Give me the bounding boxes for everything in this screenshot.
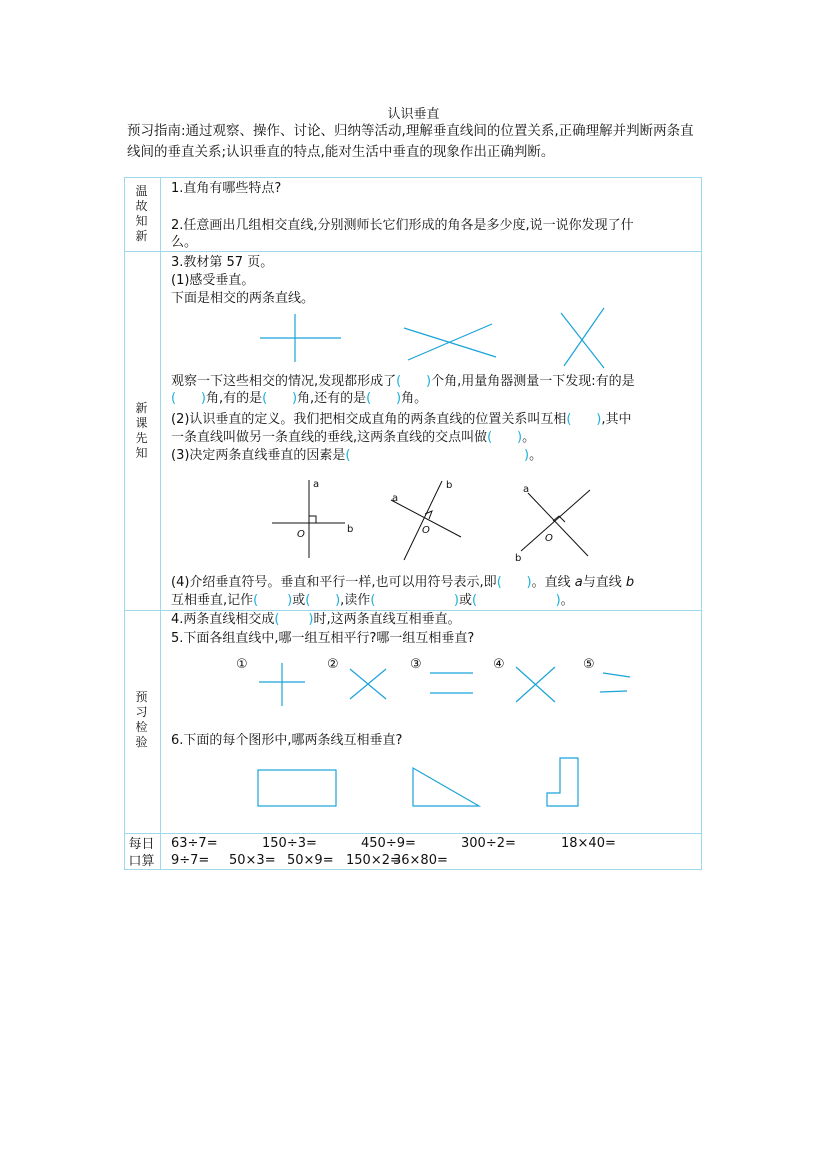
oral-item: 150÷3=	[262, 836, 317, 851]
oral-item: 18×40=	[561, 836, 616, 851]
factor-line: (3)决定两条直线垂直的因素是( )。	[171, 448, 543, 463]
fig2-label-o: O	[422, 525, 430, 536]
oral-item: 150×2=	[346, 853, 401, 868]
section-check-label: 预习检验	[135, 690, 148, 749]
fig1-label-b: b	[347, 524, 354, 535]
option-1-number: ①	[236, 657, 248, 672]
oral-row-1	[171, 836, 616, 852]
oral-row-2	[171, 853, 448, 869]
check-question-5: 5.下面各组直线中,哪一组互相平行?哪一组互相垂直?	[171, 631, 475, 646]
definition-line-1: (2)认识垂直的定义。我们把相交成直角的两条直线的位置关系叫互相( ),其中	[171, 412, 632, 427]
fig2-label-a: a	[392, 493, 399, 504]
review-question-2: 2.任意画出几组相交直线,分别测师长它们形成的角各是多少度,说一说你发现了什	[171, 218, 634, 233]
new-line-2: (1)感受垂直。	[171, 273, 255, 288]
fig3-label-b: b	[515, 553, 522, 564]
check-question-4: 4.两条直线相交成( )时,这两条直线互相垂直。	[171, 612, 461, 627]
section-new-label: 新课先知	[135, 401, 148, 460]
fig1-label-a: a	[313, 479, 320, 490]
l-shape	[547, 758, 578, 806]
review-question-2-cont: 么。	[171, 235, 198, 250]
definition-line-2: 一条直线叫做另一条直线的垂线,这两条直线的交点叫做( )。	[171, 430, 536, 445]
section-review-label: 温故知新	[135, 184, 148, 243]
option-3-number: ③	[410, 657, 422, 672]
oral-item: 50×3=	[229, 853, 276, 868]
option-4-number: ④	[493, 657, 505, 672]
option-2-number: ②	[327, 657, 339, 672]
oral-item: 50×9=	[287, 853, 334, 868]
observe-line-2: ( )角,有的是( )角,还有的是( )角。	[171, 391, 428, 406]
oral-item: 9÷7=	[171, 853, 210, 868]
check-question-6: 6.下面的每个图形中,哪两条线互相垂直?	[171, 733, 403, 748]
preview-guide: 预习指南:通过观察、操作、讨论、归纳等活动,理解垂直线间的位置关系,正确理解并判断两条直线间的垂直关系;认识垂直的特点,能对生活中垂直的现象作出正确判断。	[127, 123, 694, 160]
oral-item: 300÷2=	[461, 836, 516, 851]
symbol-line-2: 互相垂直,记作( )或( ),读作( )或( )。	[171, 593, 574, 608]
section-oral-label: 每日口算	[128, 837, 155, 869]
oral-item: 36×80=	[393, 853, 448, 868]
page-title: 认识垂直	[387, 107, 440, 122]
fig3-label-a: a	[523, 484, 530, 495]
oral-item: 450÷9=	[361, 836, 416, 851]
fig1-label-o: O	[297, 529, 305, 540]
oral-item: 63÷7=	[171, 836, 218, 851]
fig3-label-o: O	[545, 533, 553, 544]
review-question-1: 1.直角有哪些特点?	[171, 181, 282, 196]
symbol-line-1: (4)介绍垂直符号。垂直和平行一样,也可以用符号表示,即( )。直线 a与直线 b	[171, 575, 635, 590]
right-triangle-shape	[413, 768, 479, 806]
option-5-number: ⑤	[583, 657, 595, 672]
new-line-1: 3.教材第 57 页。	[171, 255, 274, 270]
observe-line-1: 观察一下这些相交的情况,发现都形成了( )个角,用量角器测量一下发现:有的是	[171, 374, 635, 389]
rectangle-shape	[258, 770, 336, 806]
fig2-label-b: b	[446, 480, 453, 491]
new-line-3: 下面是相交的两条直线。	[171, 291, 315, 306]
